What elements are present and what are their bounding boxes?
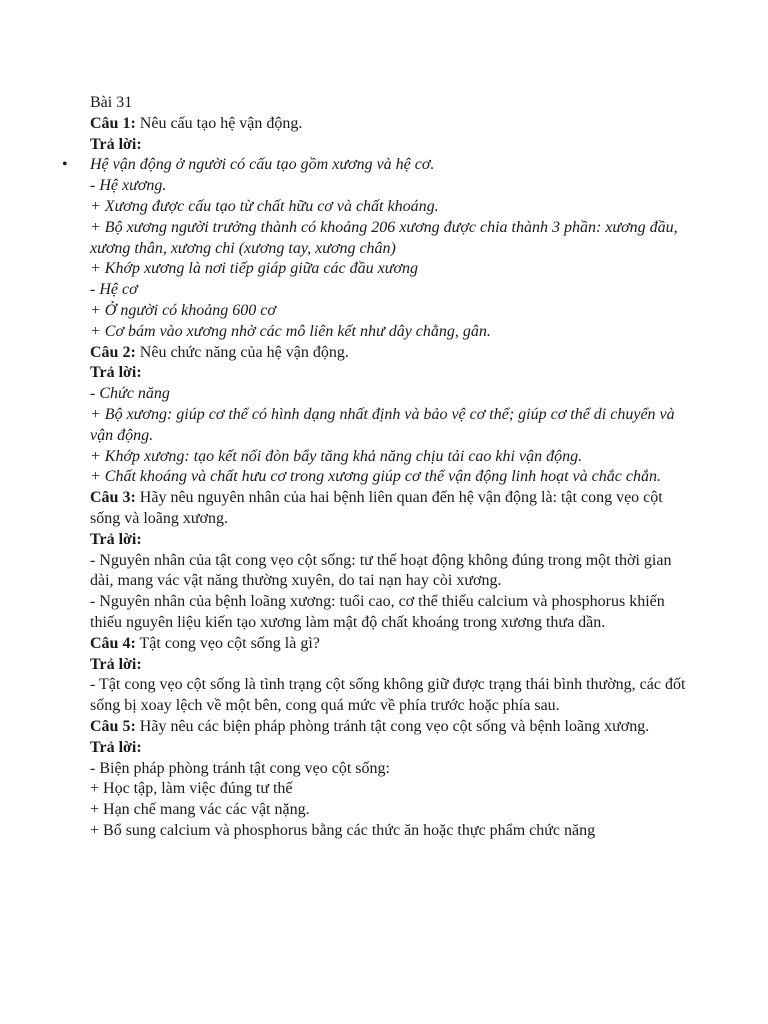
answer-3-line-2: - Nguyên nhân của bệnh loãng xương: tuổi cao, cơ thể thiếu calcium và phosphorus khiến thiếu nguyên liệu kiến tạo xương làm mật độ chất khoáng trong xương thưa dần. (90, 593, 665, 631)
answer-3-line-1: - Nguyên nhân của tật cong vẹo cột sống: tư thế hoạt động không đúng trong một thời gian dài, mang vác vật năng thường xuyên, do tai nạn hay còi xương. (90, 551, 672, 590)
question-3-text: Hãy nêu nguyên nhân của hai bệnh liên quan đến hệ vận động là: tật cong vẹo cột sống và loãng xương. (90, 489, 663, 527)
answer-5-label: Trả lời: (90, 738, 142, 756)
answer-1-line-1 (62, 155, 690, 176)
answer-1-line-5: + Khớp xương là nơi tiếp giáp giữa các đầu xương (90, 260, 418, 278)
question-2-label: Câu 2: (90, 343, 136, 361)
answer-1-line-2: - Hệ xương. (90, 177, 167, 195)
answer-4-line-1: - Tật cong vẹo cột sống là tình trạng cột sống không giữ được trạng thái bình thường, các đốt sống bị xoay lệch về một bên, cong quá mức về phía trước hoặc phía sau. (90, 676, 686, 715)
document-body (62, 93, 690, 842)
lesson-title: Bài 31 (90, 94, 133, 111)
answer-5-line-4: + Bổ sung calcium và phosphorus bằng các thức ăn hoặc thực phẩm chức năng (90, 821, 596, 839)
answer-1-line-4: + Bộ xương người trưởng thành có khoảng 206 xương được chia thành 3 phần: xương đầu, xương thân, xương chi (xương tay, xương chân) (90, 218, 678, 257)
answer-2-line-4: + Chất khoáng và chất hưu cơ trong xương giúp cơ thể vận động linh hoạt và chắc chắn. (90, 468, 661, 486)
answer-1-line-6: - Hệ cơ (90, 281, 138, 299)
answer-1-line-8: + Cơ bám vào xương nhờ các mô liên kết như dây chằng, gân. (90, 322, 491, 340)
question-1-label: Câu 1: (90, 114, 136, 132)
question-3 (90, 488, 690, 530)
question-5-label: Câu 5: (90, 717, 136, 735)
question-2-text: Nêu chức năng của hệ vận động. (135, 343, 349, 361)
question-4 (90, 634, 690, 655)
question-2 (90, 343, 690, 364)
answer-1-line-7: + Ở người có khoảng 600 cơ (90, 301, 276, 319)
answer-2-label: Trả lời: (90, 364, 142, 382)
question-1 (90, 114, 690, 135)
question-4-label: Câu 4: (90, 634, 136, 652)
bullet-icon: • (62, 156, 68, 174)
answer-1-line-3: + Xương được cấu tạo từ chất hữu cơ và chất khoáng. (90, 197, 439, 215)
answer-2-line-2: + Bộ xương: giúp cơ thể có hình dạng nhất định và bảo vệ cơ thể; giúp cơ thể di chuyển và vận động. (90, 405, 675, 444)
answer-5-line-3: + Hạn chế mang vác các vật nặng. (90, 801, 310, 819)
answer-1-label: Trả lời: (90, 135, 142, 153)
question-1-text: Nêu cấu tạo hệ vận động. (135, 114, 303, 132)
answer-4-label: Trả lời: (90, 655, 142, 673)
question-4-text: Tật cong vẹo cột sống là gì? (135, 634, 320, 652)
answer-5-line-2: + Học tập, làm việc đúng tư thế (90, 780, 293, 798)
question-5-text: Hãy nêu các biện pháp phòng tránh tật cong vẹo cột sống và bệnh loãng xương. (135, 717, 650, 735)
answer-2-line-3: + Khớp xương: tạo kết nối đòn bẩy tăng khả năng chịu tải cao khi vận động. (90, 447, 583, 465)
question-3-label: Câu 3: (90, 489, 136, 507)
answer-2-line-1: - Chức năng (90, 385, 170, 403)
question-5 (90, 717, 690, 738)
answer-5-line-1: - Biện pháp phòng tránh tật cong vẹo cột sống: (90, 759, 390, 777)
answer-1-line-1-text: Hệ vận động ở người có cấu tạo gồm xương và hệ cơ. (90, 156, 435, 174)
answer-3-label: Trả lời: (90, 530, 142, 548)
